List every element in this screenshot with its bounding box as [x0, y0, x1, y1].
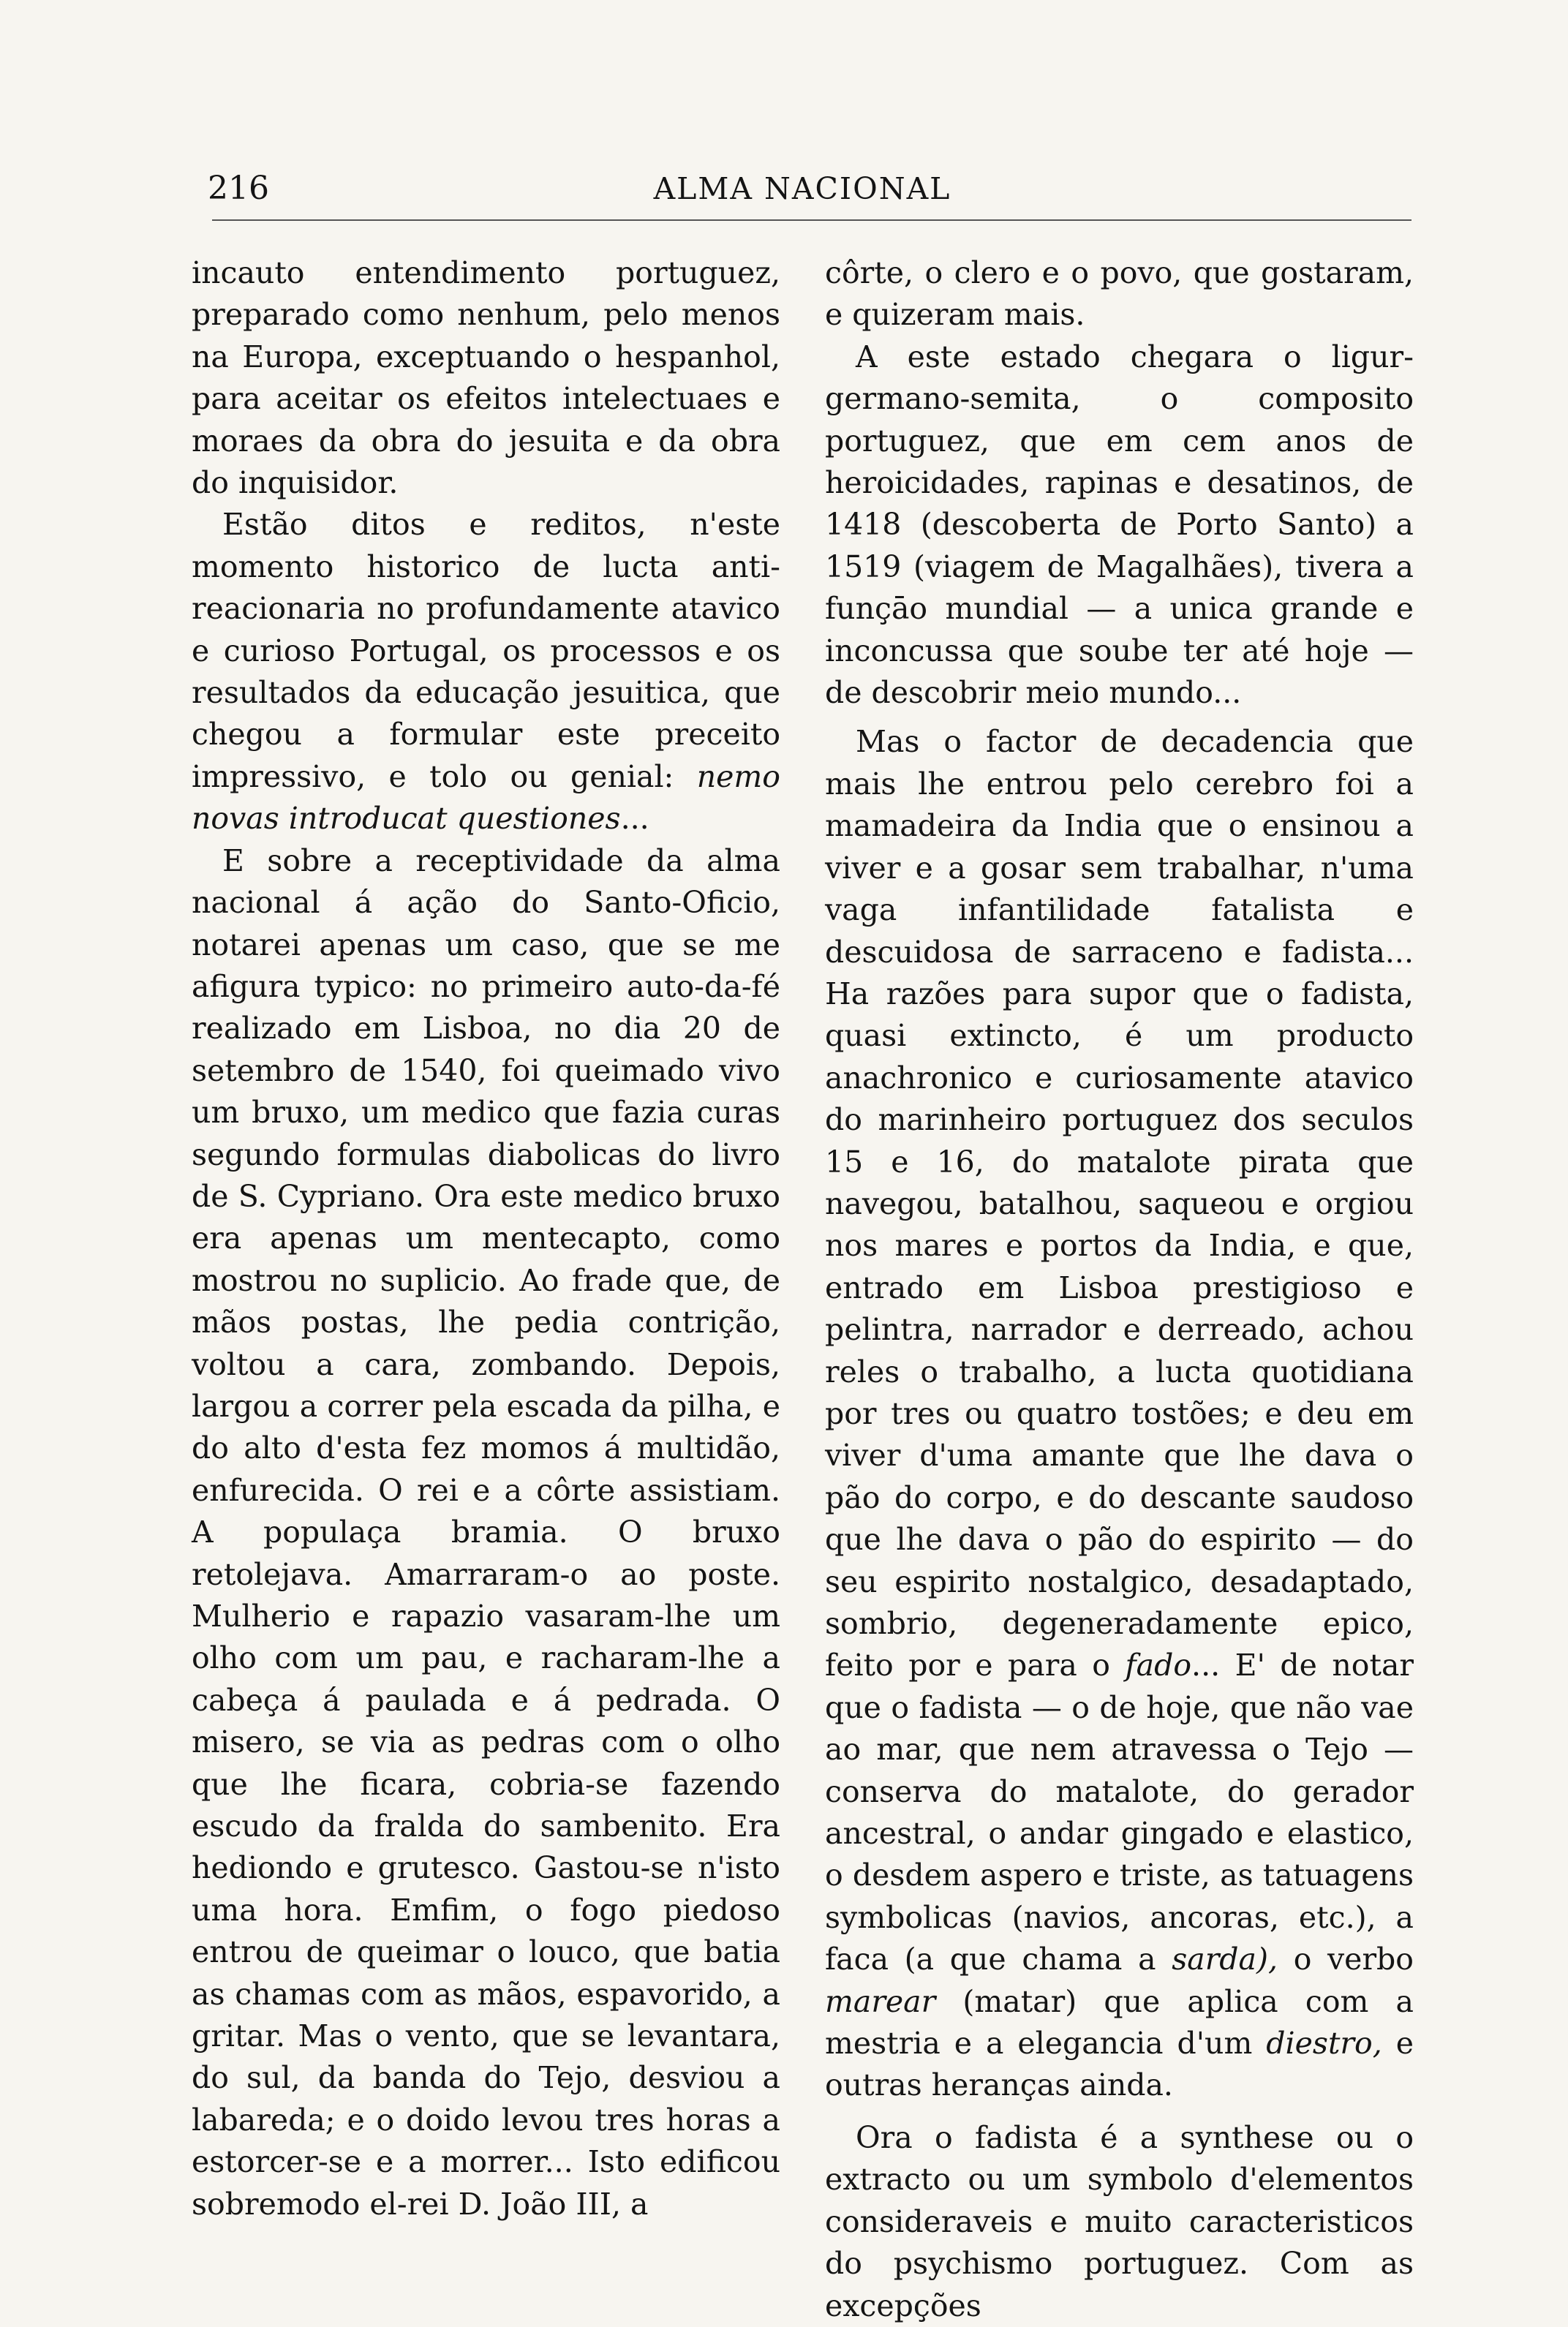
- left-column: [192, 252, 780, 2225]
- italic-term: fado: [1125, 1648, 1192, 1683]
- paragraph-text: e outras heranças ainda.: [825, 2026, 1414, 2103]
- paragraph: E sobre a receptividade da alma nacional á ação do Santo-Oficio, notarei apenas um caso, que se me afigura typico: no primeiro auto-da-fé realizado em Lisboa, no dia 20 de setembro de 1540, foi queimado vivo um bruxo, um medico que fazia curas segundo formulas diabolicas do livro de S. Cypriano. Ora este medico bruxo era apenas um mentecapto, como mostrou no suplicio. Ao frade que, de mãos postas, lhe pedia contrição, voltou a cara, zombando. Depois, largou a correr pela escada da pilha, e do alto d'esta fez momos á multidão, enfurecida. O rei e a côrte assistiam. A populaça bramia. O bruxo retolejava. Amarraram-o ao poste. Mulherio e rapazio vasaram-lhe um olho com um pau, e racharam-lhe a cabeça á paulada e á pedrada. O misero, se via as pedras com o olho que lhe ficara, cobria-se fazendo escudo da fralda do sambenito. Era hediondo e grutesco. Gastou-se n'isto uma hora. Emfim, o fogo piedoso entrou de queimar o louco, que batia as chamas com as mãos, espavorido, a gritar. Mas o vento, que se levantara, do sul, da banda do Tejo, desviou a labareda; e o doido levou tres horas a estorcer-se e a morrer... Isto edificou sobremodo el-rei D. João III, a: [192, 842, 780, 2222]
- paragraph-text: (matar) que aplica com a mestria e a elegancia d'um: [825, 1983, 1414, 2062]
- right-column: [825, 252, 1414, 2327]
- page-number: 216: [208, 170, 269, 207]
- paragraph: [192, 504, 780, 840]
- ellipsis: ...: [620, 801, 649, 837]
- paragraph: [825, 721, 1414, 2106]
- header-rule: [212, 219, 1411, 221]
- paragraph-text: Mas o factor de decadencia que mais lhe entrou pelo cerebro foi a mamadeira da India que o ensinou a viver e a gosar sem trabalhar, n'uma vaga infantilidade fatalista e descuidosa de sarraceno e fadista... Ha razões para supor que o fadista, quasi extincto, é um producto anachronico e curiosamente atavico do marinheiro portuguez dos seculos 15 e 16, do matalote pirata que navegou, batalhou, saqueou e orgiou nos mares e portos da India, e que, entrado em Lisboa prestigioso e pelintra, narrador e derreado, achou reles o trabalho, a lucta quotidiana por tres ou quatro tostões; e deu em viver d'uma amante que lhe dava o pão do corpo, e do descante saudoso que lhe dava o pão do espirito — do seu espirito nostalgico, desadaptado, sombrio, degeneradamente epico, feito por e para o: [825, 724, 1414, 1683]
- paragraph: côrte, o clero e o povo, que gostaram, e quizeram mais.: [825, 255, 1414, 333]
- running-title: ALMA NACIONAL: [653, 171, 951, 206]
- italic-term: diestro,: [1266, 2026, 1382, 2062]
- latin-maxim: nemo novas introducat questiones: [192, 758, 780, 837]
- italic-term: sarda),: [1172, 1942, 1278, 1977]
- paragraph: Ora o fadista é a synthese ou o extracto ou um symbolo d'elementos consideraveis e muito caracteristicos do psychismo portuguez. Com as excepções: [825, 2119, 1414, 2323]
- page-header: [192, 167, 1413, 211]
- paragraph-text: o verbo: [1293, 1942, 1414, 1977]
- paragraph: incauto entendimento portuguez, preparado como nenhum, pelo menos na Europa, exceptuando o hespanhol, para aceitar os efeitos intelectuaes e moraes da obra do jesuita e da obra do inquisidor.: [192, 255, 780, 501]
- paragraph-text: ... E' de notar que o fadista — o de hoje, que não vae ao mar, que nem atravessa o Tejo — conserva do matalote, do gerador ancestral, o andar gingado e elastico, o desdem aspero e triste, as tatuagens symbolicas (navios, ancoras, etc.), a faca (a que chama a: [825, 1648, 1414, 1977]
- paragraph-text: Estão ditos e reditos, n'este momento historico de lucta anti-reacionaria no profundamente atavico e curioso Portugal, os processos e os resultados da educação jesuitica, que chegou a formular este preceito impressivo, e tolo ou genial:: [192, 507, 780, 794]
- italic-term: marear: [825, 1983, 936, 2019]
- paragraph: A este estado chegara o ligur-germano-semita, o composito portuguez, que em cem anos de heroicidades, rapinas e desatinos, de 1418 (descoberta de Porto Santo) a 1519 (viagem de Magalhães), tivera a funçāo mundial — a unica grande e inconcussa que soube ter até hoje — de descobrir meio mundo...: [825, 339, 1414, 711]
